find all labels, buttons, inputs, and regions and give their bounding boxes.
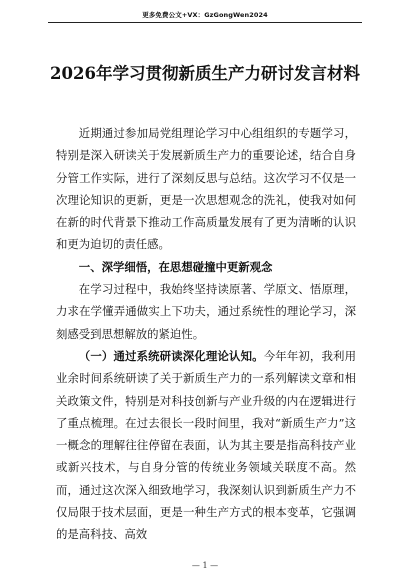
subsection-1-text: 今年年初，我利用业余时间系统研读了关于新质生产力的一系列解读文章和相关政策文件，特别是对科技创新与产业升级的内在逻辑进行了重点梳理。在过去很长一段时间里，我对“新质生产力”这一概念的理解往往停留在表面，认为其主要是指高科技产业或新兴技术，与自身分管的传统业务领域关联度不高。然而，通过这次深入细致地学习，我深刻认识到新质生产力不仅局限于技术层面，更是一种生产方式的根本变革，它强调的是高科技、高效 (56, 348, 356, 542)
page-header: 更多免费公文+VX：GzGongWen2024 (48, 10, 362, 23)
subsection-heading-1: （一）通过系统研读深化理论认知。 (78, 348, 264, 363)
intro-paragraph: 近期通过参加局党组理论学习中心组组织的专题学习，特别是深入研读关于发展新质生产力的重要论述，结合自身分管工作实际，进行了深刻反思与总结。这次学习不仅是一次理论知识的更新，更是一次思想观念的洗礼，使我对如何在新的时代背景下推动工作高质量发展有了更为清晰的认识和更为迫切的责任感。 (56, 126, 356, 252)
section-1-paragraph: 在学习过程中，我始终坚持读原著、学原文、悟原理，力求在学懂弄通做实上下功夫，通过系统性的理论学习，深刻感受到思想解放的紧迫性。 (56, 282, 356, 341)
subsection-paragraph-1 (56, 345, 356, 546)
document-title: 2026年学习贯彻新质生产力研讨发言材料 (50, 64, 360, 83)
section-heading-1: 一、深学细悟，在思想碰撞中更新观念 (78, 259, 273, 274)
page-number: — 1 — (191, 561, 219, 570)
document-body (56, 122, 356, 546)
